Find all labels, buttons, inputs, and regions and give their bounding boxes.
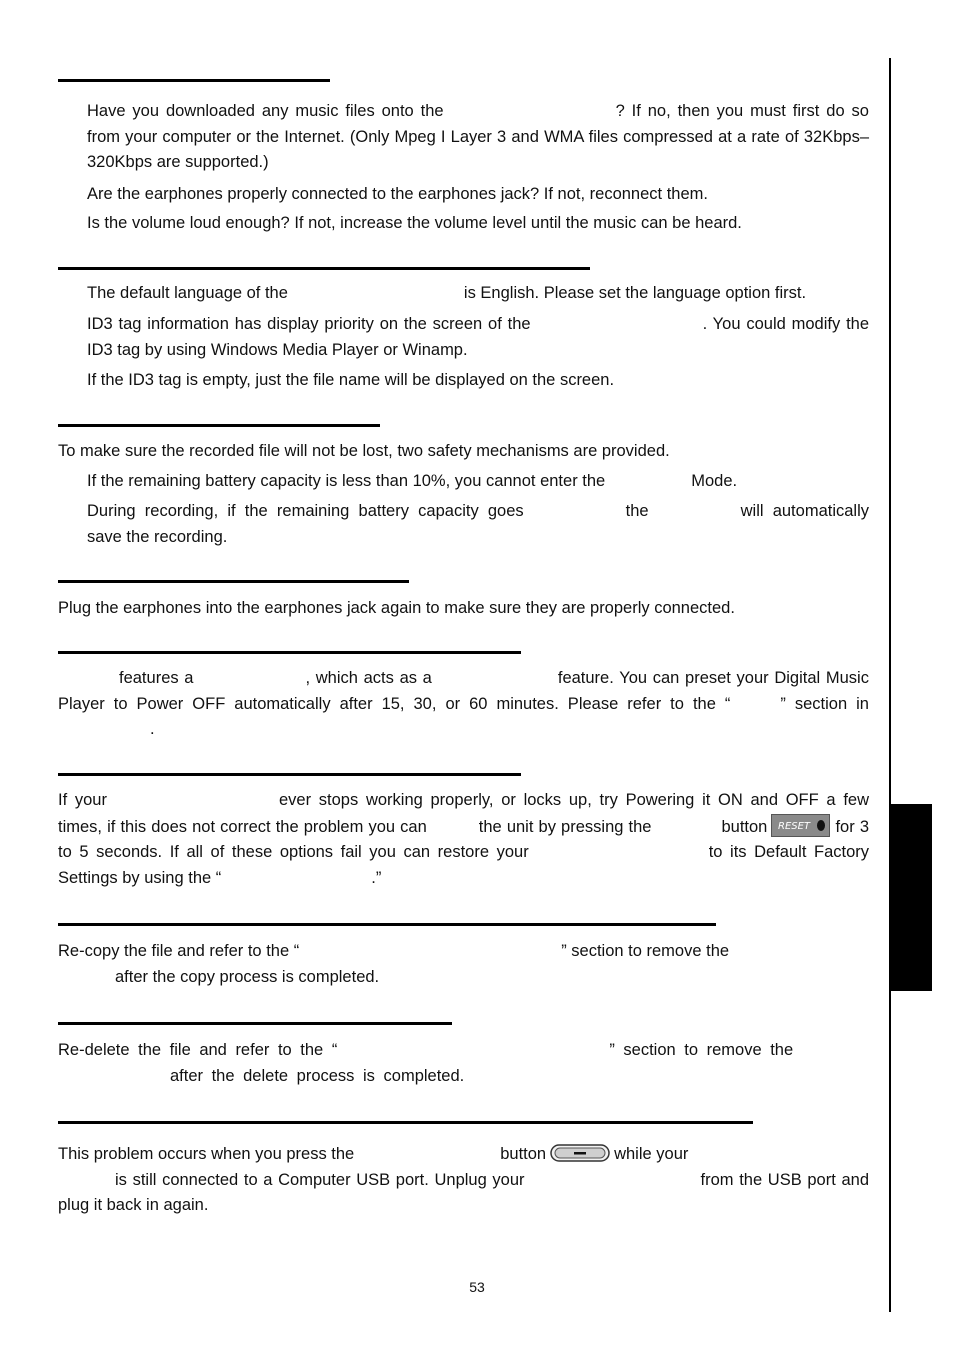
section-1-item-3: Is the volume loud enough? If not, increase the volume level until the music can be heard. bbox=[87, 214, 742, 232]
section-6-paragraph: If your ever stops working properly, or locks up, try Powering it ON and OFF a few times, if this does not correct the problem you can the unit by pressing the button RESET for 3 to 5 seconds. If all of these options fail you can restore your to its Default Factory Settings by using the “ .” bbox=[58, 791, 869, 887]
section-2-item-1: The default language of the is English. Please set the language option first. bbox=[87, 284, 807, 302]
section-7-paragraph: Re-copy the file and refer to the “ ” section to remove the after the copy process is completed. bbox=[58, 942, 730, 986]
section-7-heading-rule bbox=[58, 923, 716, 926]
section-8-heading-rule bbox=[58, 1022, 452, 1025]
section-4-paragraph: Plug the earphones into the earphones jack again to make sure they are properly connected. bbox=[58, 599, 735, 617]
section-9-paragraph: This problem occurs when you press the button while your is still connected to a Computer USB port. Unplug your from the USB port and plug it back in again. bbox=[58, 1145, 869, 1214]
side-rule bbox=[889, 58, 891, 1312]
section-5-paragraph: features a , which acts as a feature. You can preset your Digital Music Player to Power OFF automatically after 15, 30, or 60 minutes. Please refer to the “ ” section in. bbox=[58, 669, 869, 738]
hold-switch-icon bbox=[550, 1143, 610, 1163]
section-1-item-2: Are the earphones properly connected to the earphones jack? If not, reconnect them. bbox=[87, 185, 708, 203]
section-2-heading-rule bbox=[58, 267, 590, 270]
section-5-heading-rule bbox=[58, 651, 521, 654]
section-2-item-3: If the ID3 tag is empty, just the file name will be displayed on the screen. bbox=[87, 371, 615, 389]
chapter-tab bbox=[891, 804, 932, 991]
section-1-item-1: Have you downloaded any music files onto the ? If no, then you must first do so from your computer or the Internet. (Only Mpeg I Layer 3 and WMA files compressed at a rate of 32Kbps–320Kbps are supported.) bbox=[87, 102, 869, 171]
section-6-heading-rule bbox=[58, 773, 521, 776]
section-3-heading-rule bbox=[58, 424, 380, 427]
section-9-heading-rule bbox=[58, 1121, 753, 1124]
section-3-intro: To make sure the recorded file will not be lost, two safety mechanisms are provided. bbox=[58, 442, 670, 460]
page-number: 53 bbox=[469, 1279, 485, 1295]
section-4-heading-rule bbox=[58, 580, 409, 583]
svg-text:RESET: RESET bbox=[778, 820, 811, 832]
section-3-item-2: During recording, if the remaining battery capacity goes the will automatically save the recording. bbox=[87, 502, 869, 546]
section-1-heading-rule bbox=[58, 79, 330, 82]
reset-button-icon bbox=[771, 814, 830, 837]
section-2-item-2: ID3 tag information has display priority on the screen of the . You could modify the ID3 tag by using Windows Media Player or Winamp. bbox=[87, 315, 870, 359]
section-3-item-1: If the remaining battery capacity is less than 10%, you cannot enter the Mode. bbox=[87, 472, 738, 490]
section-8-paragraph: Re-delete the file and refer to the “ ” section to remove the after the delete process is completed. bbox=[58, 1041, 794, 1085]
